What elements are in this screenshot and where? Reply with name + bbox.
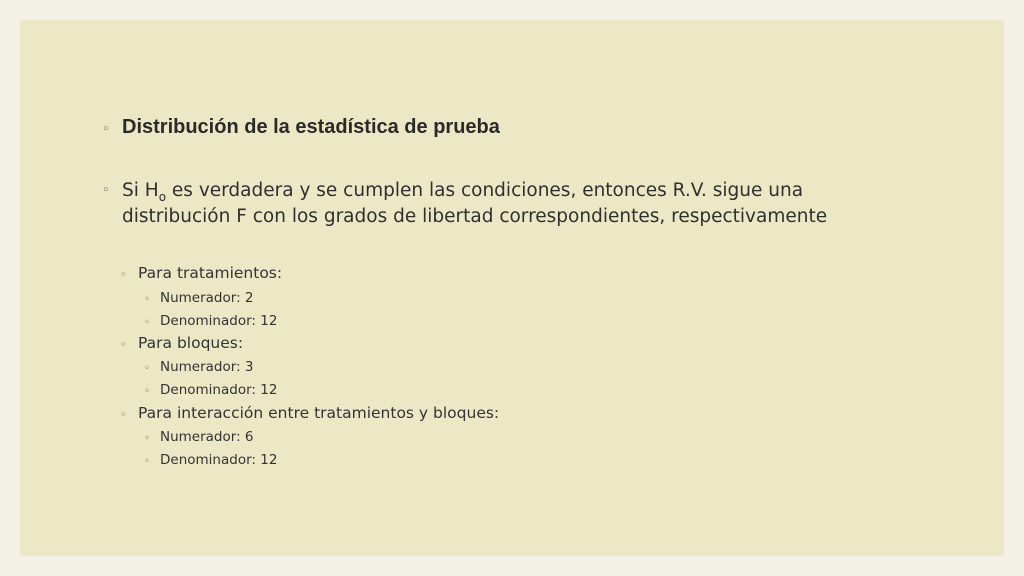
list-item-text: Numerador: 2 <box>160 290 254 306</box>
bullet-marker: ◦ <box>144 317 150 328</box>
list-item <box>144 290 254 306</box>
group-tratamientos <box>120 264 282 282</box>
group-label: Para bloques: <box>138 334 244 352</box>
paragraph-part-1: Si H <box>122 180 159 201</box>
list-item <box>144 382 277 398</box>
slide-content <box>20 20 1004 556</box>
group-label: Para interacción entre tratamientos y bloques: <box>138 404 500 422</box>
heading-bullet <box>102 116 500 139</box>
paragraph-part-2: es verdadera y se cumplen las condiciones, entonces R.V. sigue una <box>166 180 804 201</box>
list-item-text: Numerador: 3 <box>160 359 254 375</box>
list-item-text: Denominador: 12 <box>160 313 278 329</box>
group-label: Para tratamientos: <box>138 264 283 282</box>
bullet-marker: ◦ <box>144 456 150 467</box>
list-item <box>144 313 277 329</box>
bullet-marker: ◦ <box>102 183 110 198</box>
paragraph-line-2: distribución F con los grados de libertad correspondientes, respectivamente <box>122 206 828 227</box>
bullet-marker: ◦ <box>144 433 150 444</box>
list-item <box>144 429 254 445</box>
paragraph-text <box>122 178 827 230</box>
bullet-marker: ◦ <box>144 363 150 374</box>
bullet-marker: ◦ <box>144 294 150 305</box>
bullet-marker: ◦ <box>102 122 110 137</box>
bullet-marker: ◦ <box>120 338 127 351</box>
group-bloques <box>120 334 243 352</box>
list-item-text: Numerador: 6 <box>160 429 254 445</box>
list-item-text: Denominador: 12 <box>160 452 278 468</box>
paragraph-subscript: o <box>158 190 167 204</box>
list-item <box>144 359 254 375</box>
paragraph-line-1 <box>122 178 827 204</box>
paragraph-bullet <box>102 178 827 230</box>
bullet-marker: ◦ <box>144 386 150 397</box>
bullet-marker: ◦ <box>120 268 127 281</box>
list-item <box>144 452 277 468</box>
bullet-marker: ◦ <box>120 408 127 421</box>
group-interaccion <box>120 404 499 422</box>
list-item-text: Denominador: 12 <box>160 382 278 398</box>
slide-heading: Distribución de la estadística de prueba <box>122 116 500 138</box>
